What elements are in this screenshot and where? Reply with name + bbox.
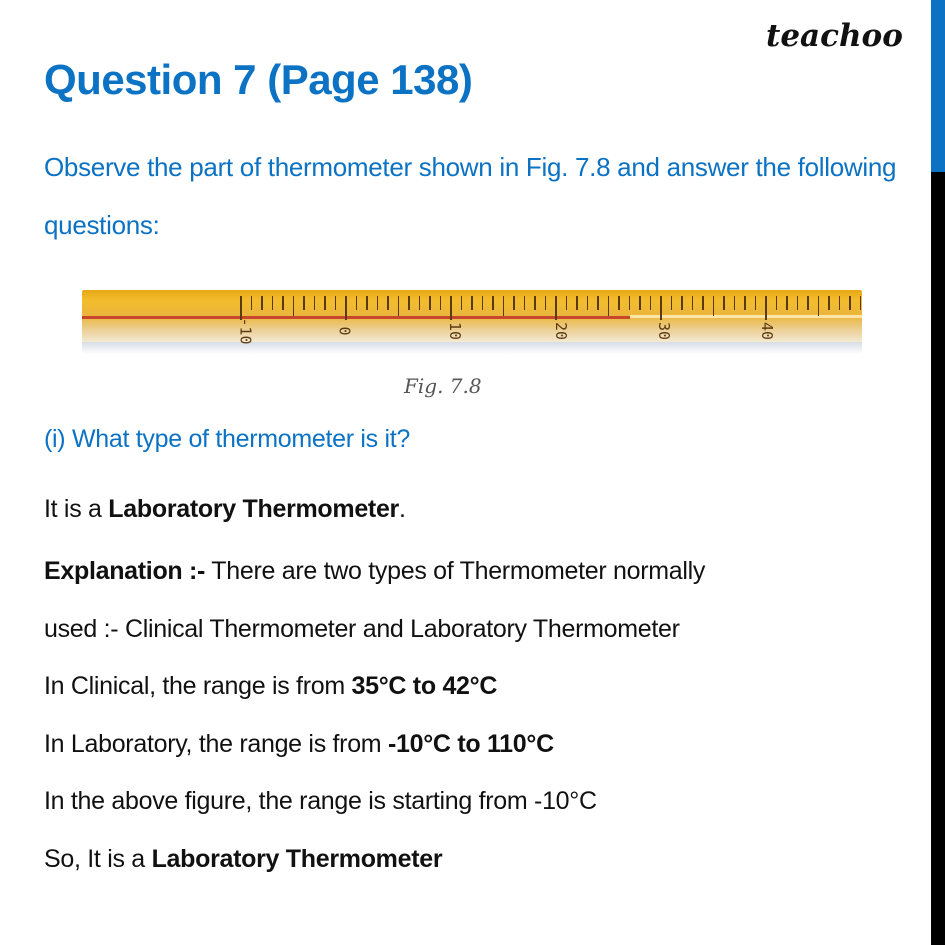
scale-tick — [639, 296, 641, 310]
lab-range-line: In Laboratory, the range is from -10°C to 110°C — [44, 730, 554, 758]
scale-label: 40 — [758, 321, 777, 341]
scale-tick — [776, 296, 778, 310]
scale-tick — [429, 296, 431, 310]
side-dark-bar — [931, 172, 945, 945]
figure-range-line: In the above figure, the range is starting from -10°C — [44, 787, 597, 815]
scale-label: 0 — [335, 326, 354, 336]
side-accent-bar — [931, 0, 945, 172]
scale-tick — [629, 296, 631, 310]
answer-line: It is a Laboratory Thermometer. — [44, 495, 406, 523]
scale-tick — [461, 296, 463, 310]
scale-tick — [576, 296, 578, 310]
scale-tick — [324, 296, 326, 310]
scale-tick — [849, 296, 851, 310]
scale-tick — [440, 296, 442, 310]
conclusion-bold: Laboratory Thermometer — [151, 845, 443, 873]
scale-tick — [419, 296, 421, 310]
scale-tick — [251, 296, 253, 310]
scale-tick — [597, 296, 599, 310]
explanation-label: Explanation :- — [44, 557, 206, 585]
scale-tick — [398, 296, 400, 316]
scale-tick — [513, 296, 515, 310]
scale-tick — [450, 296, 452, 320]
scale-tick — [524, 296, 526, 310]
scale-ticks — [240, 296, 862, 320]
lab-range: -10°C to 110°C — [387, 730, 554, 758]
figure-caption: Fig. 7.8 — [404, 374, 482, 398]
scale-tick — [534, 296, 536, 310]
thermometer-shadow — [82, 342, 862, 354]
scale-tick — [755, 296, 757, 310]
scale-tick — [765, 296, 767, 320]
teachoo-logo: teachoo — [766, 18, 903, 54]
conclusion-line: So, It is a Laboratory Thermometer — [44, 845, 443, 873]
scale-tick — [650, 296, 652, 310]
scale-tick — [702, 296, 704, 310]
scale-tick — [618, 296, 620, 310]
scale-tick — [660, 296, 662, 320]
scale-tick — [356, 296, 358, 310]
scale-tick — [471, 296, 473, 310]
scale-tick — [282, 296, 284, 310]
scale-tick — [240, 296, 242, 320]
scale-tick — [492, 296, 494, 310]
scale-tick — [566, 296, 568, 310]
scale-tick — [503, 296, 505, 316]
scale-tick — [797, 296, 799, 310]
scale-tick — [366, 296, 368, 310]
scale-tick — [734, 296, 736, 310]
scale-tick — [608, 296, 610, 316]
sub-question: (i) What type of thermometer is it? — [44, 425, 411, 453]
scale-tick — [839, 296, 841, 310]
scale-tick — [335, 296, 337, 310]
scale-tick — [555, 296, 557, 320]
question-text: Observe the part of thermometer shown in Fig. 7.8 and answer the following questions: — [44, 152, 897, 240]
scale-tick — [744, 296, 746, 310]
scale-tick — [545, 296, 547, 310]
answer-bold: Laboratory Thermometer — [108, 495, 399, 523]
scale-tick — [272, 296, 274, 310]
scale-tick — [828, 296, 830, 310]
clinical-range: 35°C to 42°C — [351, 672, 498, 700]
scale-tick — [713, 296, 715, 316]
page-title: Question 7 (Page 138) — [44, 56, 473, 103]
scale-tick — [786, 296, 788, 310]
scale-tick — [807, 296, 809, 310]
explanation-line-2: used :- Clinical Thermometer and Laboratory Thermometer — [44, 615, 680, 643]
scale-label: 20 — [552, 321, 571, 341]
thermometer-figure — [82, 290, 862, 352]
scale-label: -10 — [236, 317, 255, 345]
scale-tick — [377, 296, 379, 310]
scale-tick — [387, 296, 389, 310]
scale-tick — [314, 296, 316, 310]
scale-tick — [587, 296, 589, 310]
scale-label: 10 — [446, 321, 465, 341]
scale-tick — [261, 296, 263, 310]
scale-tick — [303, 296, 305, 310]
scale-tick — [482, 296, 484, 310]
scale-tick — [408, 296, 410, 310]
scale-tick — [345, 296, 347, 320]
scale-tick — [692, 296, 694, 310]
scale-label: 30 — [655, 321, 674, 341]
scale-tick — [818, 296, 820, 316]
explanation-line-1: Explanation :- There are two types of Thermometer normally — [44, 557, 706, 585]
scale-tick — [860, 296, 862, 310]
scale-tick — [681, 296, 683, 310]
scale-tick — [671, 296, 673, 310]
scale-tick — [293, 296, 295, 316]
scale-tick — [723, 296, 725, 310]
clinical-range-line: In Clinical, the range is from 35°C to 42°C — [44, 672, 498, 700]
